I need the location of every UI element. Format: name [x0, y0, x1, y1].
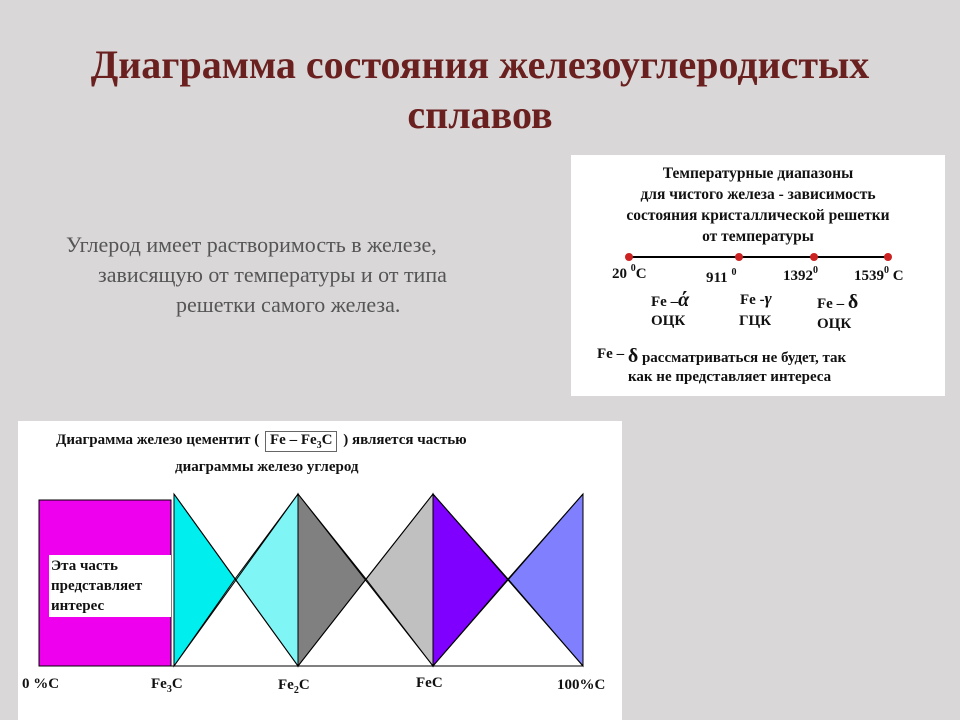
formula-suffix: C — [321, 432, 333, 448]
intro-line-2: зависящую от температуры и от типа — [98, 262, 447, 287]
temperature-unit: C — [635, 266, 647, 282]
phase-formula: Fe - — [740, 292, 765, 308]
axis-label-main: Fe — [151, 676, 167, 692]
axis-label-main: 100%C — [557, 677, 606, 693]
temperature-value: 911 — [706, 270, 728, 286]
temperature-heading-line: состояния кристаллической решетки — [626, 207, 890, 224]
axis-label-fec — [416, 675, 443, 692]
interest-line: Эта часть — [51, 558, 118, 574]
lattice-bcc-2: ОЦК — [817, 316, 852, 332]
interest-note — [49, 555, 171, 617]
axis-label-after: C — [171, 676, 183, 692]
region-4-light-gray — [366, 494, 433, 666]
note-prefix: Fe – — [597, 346, 625, 362]
page-title-line-1: Диаграмма состояния железоуглеродистых — [90, 42, 870, 87]
axis-label-after: C — [298, 677, 310, 693]
temperature-heading-line: для чистого железа - зависимость — [640, 186, 876, 203]
phase-gamma — [740, 289, 772, 309]
temperature-degree: 0 — [813, 265, 818, 276]
temperature-dot — [810, 253, 818, 261]
temperature-degree: 0 — [731, 267, 737, 278]
temperature-degree: 0 — [630, 263, 636, 274]
delta-note-line-2: как не представляет интереса — [628, 369, 832, 385]
temperature-value: 20 — [612, 266, 627, 282]
intro-line-1: Углерод имеет растворимость в железе, — [66, 232, 437, 257]
phase-delta — [817, 291, 858, 314]
fe-panel-heading-line-2: диаграммы железо углерод — [175, 459, 359, 475]
region-1-cyan — [174, 494, 235, 666]
axis-label-100 — [557, 677, 605, 694]
phase-symbol: δ — [847, 291, 859, 313]
axis-label-main: 0 %C — [22, 676, 60, 692]
temperature-heading-line: Температурные диапазоны — [662, 165, 854, 182]
phase-formula: Fe – — [817, 296, 845, 312]
fe-heading-end: ) является частью — [343, 432, 467, 448]
phase-alpha — [651, 289, 689, 312]
region-2-light-cyan — [235, 494, 298, 666]
temperature-unit: C — [892, 268, 904, 284]
axis-label-0 — [22, 676, 59, 693]
intro-text — [66, 230, 536, 320]
intro-line-3: решетки самого железа. — [176, 292, 401, 317]
phase-symbol: ά — [678, 289, 690, 311]
lattice-bcc-1: ОЦК — [651, 313, 686, 329]
temperature-dot — [884, 253, 892, 261]
fe-heading-start: Диаграмма железо цементит ( — [56, 432, 260, 448]
axis-label-fe2c — [278, 677, 310, 696]
axis-label-sub: 3 — [166, 684, 172, 695]
page-title-line-2: сплавов — [407, 92, 553, 137]
axis-label-sub: 2 — [293, 685, 299, 696]
delta-note — [597, 345, 846, 368]
temperature-label-911 — [706, 267, 736, 287]
temperature-dot — [735, 253, 743, 261]
note-line-1: рассматриваться не будет, так — [641, 350, 847, 366]
formula-prefix: Fe – Fe — [270, 432, 317, 448]
temperature-value: 1539 — [854, 268, 884, 284]
note-symbol: δ — [627, 345, 639, 367]
phase-symbol: γ — [764, 289, 772, 308]
lattice-fcc: ГЦК — [739, 313, 772, 329]
phase-formula: Fe – — [651, 294, 679, 310]
formula-sub: 3 — [316, 440, 322, 451]
axis-label-main: Fe — [278, 677, 294, 693]
iron-cementite-panel — [18, 421, 622, 720]
temperature-label-20 — [612, 263, 647, 283]
region-3-gray — [298, 494, 366, 666]
temperature-heading-line: от температуры — [702, 228, 814, 245]
temperature-degree: 0 — [884, 265, 889, 276]
temperature-label-1392 — [783, 265, 818, 285]
temperature-panel — [571, 155, 945, 396]
page-title — [0, 40, 960, 140]
temperature-value: 1392 — [783, 268, 813, 284]
temperature-dot — [625, 253, 633, 261]
temperature-label-1539 — [854, 265, 904, 285]
axis-label-main: FeC — [416, 675, 443, 691]
region-5-violet — [433, 494, 508, 666]
interest-line: представляет — [51, 578, 143, 594]
axis-label-fe3c — [151, 676, 183, 695]
region-6-blue — [508, 494, 583, 666]
interest-line: интерес — [51, 598, 105, 614]
